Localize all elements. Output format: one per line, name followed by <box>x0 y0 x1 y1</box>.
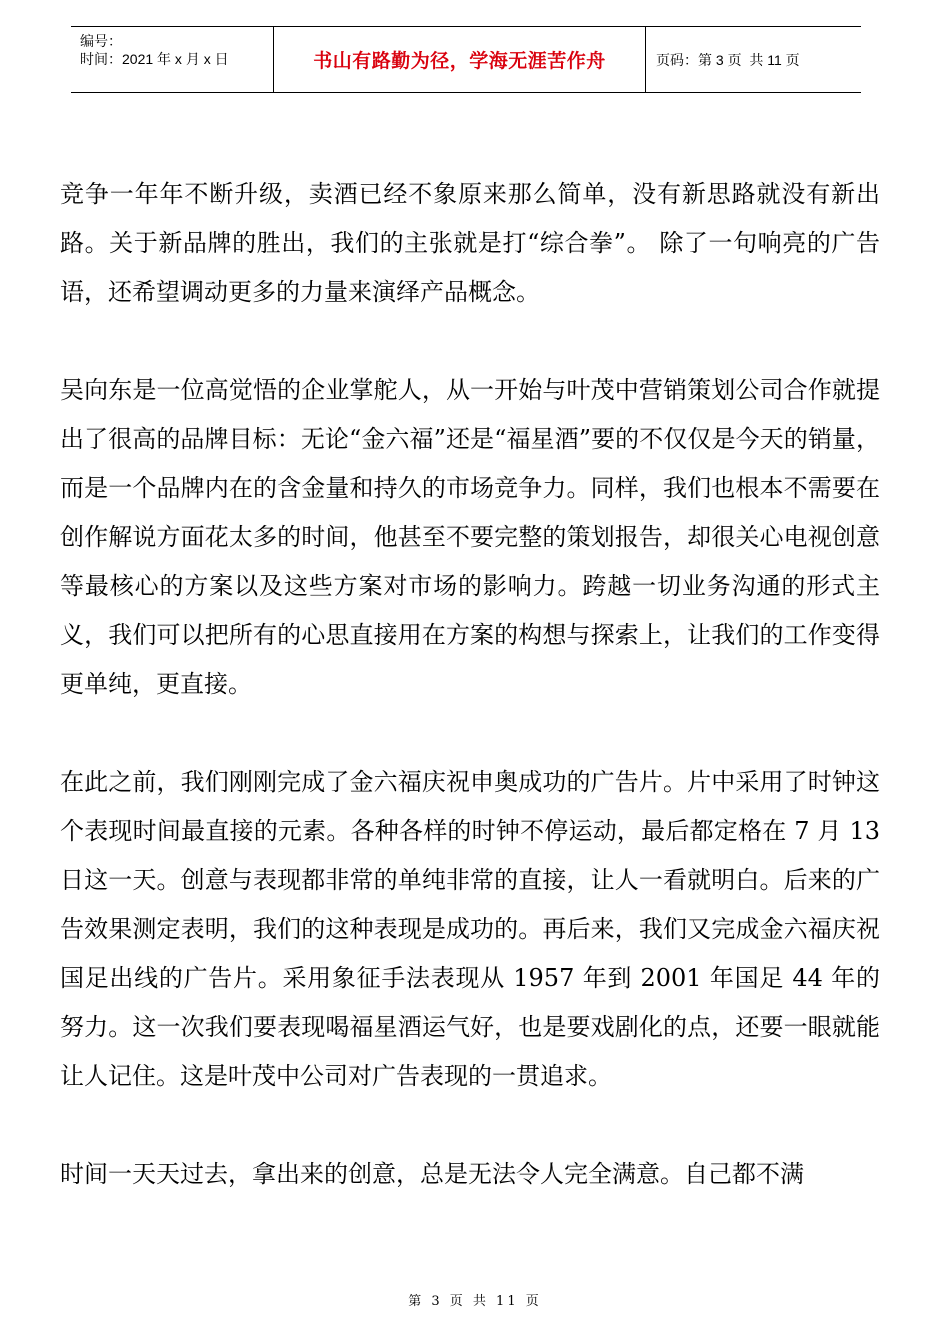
document-time-label: 时间：2021 年 x 月 x 日 <box>80 51 229 67</box>
document-number-label: 编号： <box>80 33 122 49</box>
header-meta <box>71 27 273 92</box>
page-count-label: 页码：第 3 页 共 11 页 <box>656 51 800 68</box>
page-header <box>71 26 861 93</box>
paragraph: 时间一天天过去，拿出来的创意，总是无法令人完全满意。自己都不满 <box>60 1160 804 1188</box>
header-page-info <box>646 27 861 92</box>
paragraph: 吴向东是一位高觉悟的企业掌舵人，从一开始与叶茂中营销策划公司合作就提出了很高的品牌目标：无论“金六福”还是“福星酒”要的不仅仅是今天的销量，而是一个品牌内在的含金量和持久的市场竞争力。同样，我们也根本不需要在创作解说方面花太多的时间，他甚至不要完整的策划报告，却很关心电视创意等最核心的方案以及这些方案对市场的影响力。跨越一切业务沟通的形式主义，我们可以把所有的心思直接用在方案的构想与探索上，让我们的工作变得更单纯，更直接。 <box>60 376 880 698</box>
header-motto: 书山有路勤为径，学海无涯苦作舟 <box>273 27 646 92</box>
page-footer: 第 3 页 共 11 页 <box>408 1294 542 1309</box>
paragraph: 竞争一年年不断升级，卖酒已经不象原来那么简单，没有新思路就没有新出路。关于新品牌的胜出，我们的主张就是打“综合拳”。 除了一句响亮的广告语，还希望调动更多的力量来演绎产品概念。 <box>60 180 880 306</box>
paragraph: 在此之前，我们刚刚完成了金六福庆祝申奥成功的广告片。片中采用了时钟这个表现时间最直接的元素。各种各样的时钟不停运动，最后都定格在 7 月 13 日这一天。创意与表现都非常的单纯非常的直接，让人一看就明白。后来的广告效果测定表明，我们的这种表现是成功的。再后来，我们又完成金六福庆祝国足出线的广告片。采用象征手法表现从 1957 年到 2001 年国足 44 年的努力。这一次我们要表现喝福星酒运气好，也是要戏剧化的点，还要一眼就能让人记住。这是叶茂中公司对广告表现的一贯追求。 <box>60 768 880 1090</box>
document-body <box>60 170 880 1248</box>
